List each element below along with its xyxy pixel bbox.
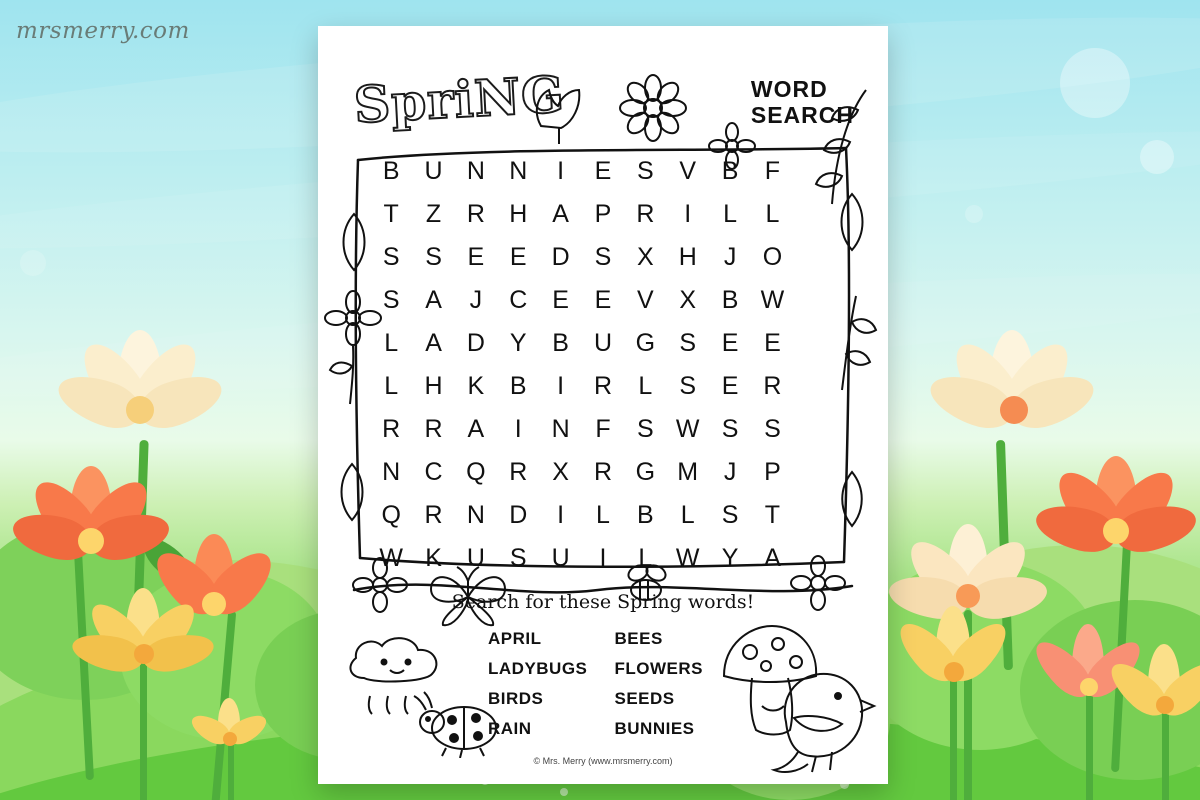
grid-cell: H <box>424 372 443 400</box>
grid-cell: B <box>721 286 739 314</box>
grid-cell: W <box>675 544 700 572</box>
flower-yellow-small-left <box>190 690 280 800</box>
grid-cell <box>794 193 836 236</box>
bird-doodle <box>750 660 880 790</box>
grid-cell: L <box>638 372 653 400</box>
spring-title: SpriNG <box>352 64 567 135</box>
grid-cell: E <box>467 243 485 271</box>
grid-cell: S <box>382 243 400 271</box>
grid-cell: B <box>382 157 400 185</box>
grid-cell: Q <box>466 458 486 486</box>
grid-cell: S <box>382 286 400 314</box>
leaf-doodle-left-lower <box>332 458 372 528</box>
word-list-item: APRIL <box>488 629 542 648</box>
grid-cell: W <box>379 544 403 572</box>
grid-cell: O <box>762 243 783 271</box>
grid-cell: E <box>721 329 739 357</box>
grid-cell: X <box>679 286 697 314</box>
grid-cell <box>794 365 836 408</box>
grid-cell: R <box>636 200 655 228</box>
word-list <box>488 624 723 744</box>
grid-cell: I <box>557 501 565 529</box>
grid-cell: J <box>723 243 737 271</box>
grid-cell: R <box>382 415 401 443</box>
word-list-item: BUNNIES <box>614 719 695 738</box>
copyright-footer: © Mrs. Merry (www.mrsmerry.com) <box>533 756 673 766</box>
grid-cell: X <box>552 458 569 486</box>
grid-cell: E <box>721 372 739 400</box>
grid-cell: I <box>684 200 692 228</box>
flower-stem <box>950 678 957 800</box>
word-list-item: BEES <box>614 629 663 648</box>
grid-cell: K <box>467 372 485 400</box>
grid-cell: S <box>637 157 654 185</box>
grid-cell: N <box>382 458 401 486</box>
grid-cell: B <box>509 372 527 400</box>
grid-cell: P <box>594 200 612 228</box>
grid-cell: W <box>675 415 700 443</box>
grid-cell: A <box>764 544 781 572</box>
grid-cell <box>794 494 836 537</box>
grid-cell: E <box>509 243 527 271</box>
grid-cell: R <box>593 458 613 486</box>
worksheet-title-line2: SEARCH <box>750 102 854 128</box>
grid-cell: U <box>466 544 485 572</box>
grid-cell: V <box>637 286 654 314</box>
flower-yellow-right-2 <box>1110 640 1200 800</box>
leaf-doodle-right-upper <box>832 188 872 258</box>
grid-cell: T <box>764 501 781 529</box>
grid-cell: A <box>552 200 569 228</box>
grid-cell: L <box>384 329 399 357</box>
grid-cell: A <box>425 286 442 314</box>
leaf-doodle-left-upper <box>334 208 374 278</box>
grid-cell: T <box>383 200 399 228</box>
bubble-1 <box>1060 48 1130 118</box>
grid-cell: G <box>635 458 656 486</box>
grid-cell: H <box>678 243 697 271</box>
bubble-4 <box>965 205 983 223</box>
grid-cell: A <box>467 415 485 443</box>
flower-core <box>1000 396 1028 424</box>
flower-stem <box>1086 692 1093 800</box>
flower-core <box>944 662 964 682</box>
grid-cell: V <box>679 157 697 185</box>
word-list-item: BIRDS <box>488 689 544 708</box>
grid-cell: Y <box>509 329 527 357</box>
grid-cell: F <box>764 157 781 185</box>
grid-cell: S <box>679 372 697 400</box>
grid-cell: B <box>637 501 654 529</box>
grid-cell: I <box>557 372 565 400</box>
grid-cell <box>794 279 836 322</box>
grid-cell <box>794 322 836 365</box>
grid-cell <box>794 451 836 494</box>
grid-cell: D <box>509 501 528 529</box>
grid-cell: L <box>765 200 780 228</box>
flower-core <box>78 528 104 554</box>
grid-cell: E <box>552 286 569 314</box>
letter-grid <box>370 150 836 580</box>
grid-cell: W <box>760 286 785 314</box>
grid-cell: E <box>764 329 781 357</box>
flower-stem <box>1162 710 1169 800</box>
grid-cell: J <box>469 286 483 314</box>
worksheet-title-line1: WORD <box>750 76 828 102</box>
grid-cell: R <box>763 372 782 400</box>
flower-core <box>1103 518 1129 544</box>
grid-cell: S <box>764 415 781 443</box>
grid-cell: R <box>593 372 613 400</box>
grid-cell: M <box>677 458 699 486</box>
grid-cell: Z <box>425 200 442 228</box>
grid-cell: N <box>466 157 485 185</box>
grid-cell: S <box>721 501 739 529</box>
worksheet-page <box>318 26 888 784</box>
grid-cell: I <box>514 415 522 443</box>
grid-cell: Q <box>381 501 401 529</box>
grid-cell: R <box>509 458 528 486</box>
word-list-item: SEEDS <box>614 689 675 708</box>
grid-cell: B <box>721 157 739 185</box>
grid-cell: B <box>552 329 569 357</box>
grid-cell: D <box>466 329 485 357</box>
grid-cell: N <box>551 415 570 443</box>
grid-cell: P <box>764 458 781 486</box>
word-list-item: LADYBUGS <box>488 659 588 678</box>
flower-stem <box>140 660 147 800</box>
bubble-3 <box>20 250 46 276</box>
grid-cell: H <box>509 200 528 228</box>
grid-cell: L <box>384 372 399 400</box>
flower-core <box>134 644 154 664</box>
grid-cell: R <box>424 501 443 529</box>
grid-cell: D <box>551 243 570 271</box>
grid-cell: N <box>466 501 485 529</box>
grid-cell: J <box>723 458 737 486</box>
grid-cell: X <box>637 243 654 271</box>
grid-cell: R <box>466 200 485 228</box>
grass-dot-2 <box>560 788 568 796</box>
flower-core <box>223 732 237 746</box>
grid-cell: A <box>425 329 442 357</box>
grid-cell: N <box>509 157 528 185</box>
grid-cell: S <box>425 243 442 271</box>
word-list-item: RAIN <box>488 719 532 738</box>
grid-cell: C <box>509 286 528 314</box>
grid-cell <box>794 150 836 193</box>
grid-cell: I <box>557 157 565 185</box>
grid-cell: S <box>679 329 697 357</box>
flower-yellow-right <box>890 600 1050 800</box>
grid-cell: S <box>509 544 527 572</box>
grid-cell: R <box>424 415 443 443</box>
grid-cell: C <box>424 458 443 486</box>
grid-cell: L <box>638 544 653 572</box>
grid-cell: E <box>594 286 612 314</box>
grid-cell: L <box>723 200 738 228</box>
grid-cell: S <box>637 415 654 443</box>
grid-cell: F <box>595 415 611 443</box>
grid-cell: S <box>594 243 612 271</box>
grid-cell: L <box>680 501 695 529</box>
letter-grid-frame <box>348 138 858 572</box>
word-list-item: FLOWERS <box>614 659 703 678</box>
grid-cell: K <box>425 544 442 572</box>
grid-cell: Y <box>721 544 739 572</box>
flower-core <box>126 396 154 424</box>
bubble-2 <box>1140 140 1174 174</box>
grid-cell: U <box>551 544 570 572</box>
flower-core <box>1080 678 1098 696</box>
grid-cell <box>794 408 836 451</box>
grid-cell: E <box>594 157 612 185</box>
watermark-text: mrsmerry.com <box>16 18 190 44</box>
grid-cell: I <box>599 544 607 572</box>
grid-cell <box>794 236 836 279</box>
search-prompt: Search for these Spring words! <box>451 591 755 613</box>
grid-cell: L <box>596 501 610 529</box>
grid-cell: U <box>593 329 613 357</box>
grid-cell: U <box>424 157 443 185</box>
grid-cell: G <box>635 329 656 357</box>
flower-core <box>1156 696 1174 714</box>
grid-cell: S <box>721 415 739 443</box>
leaf-doodle-right-lower <box>834 468 870 530</box>
